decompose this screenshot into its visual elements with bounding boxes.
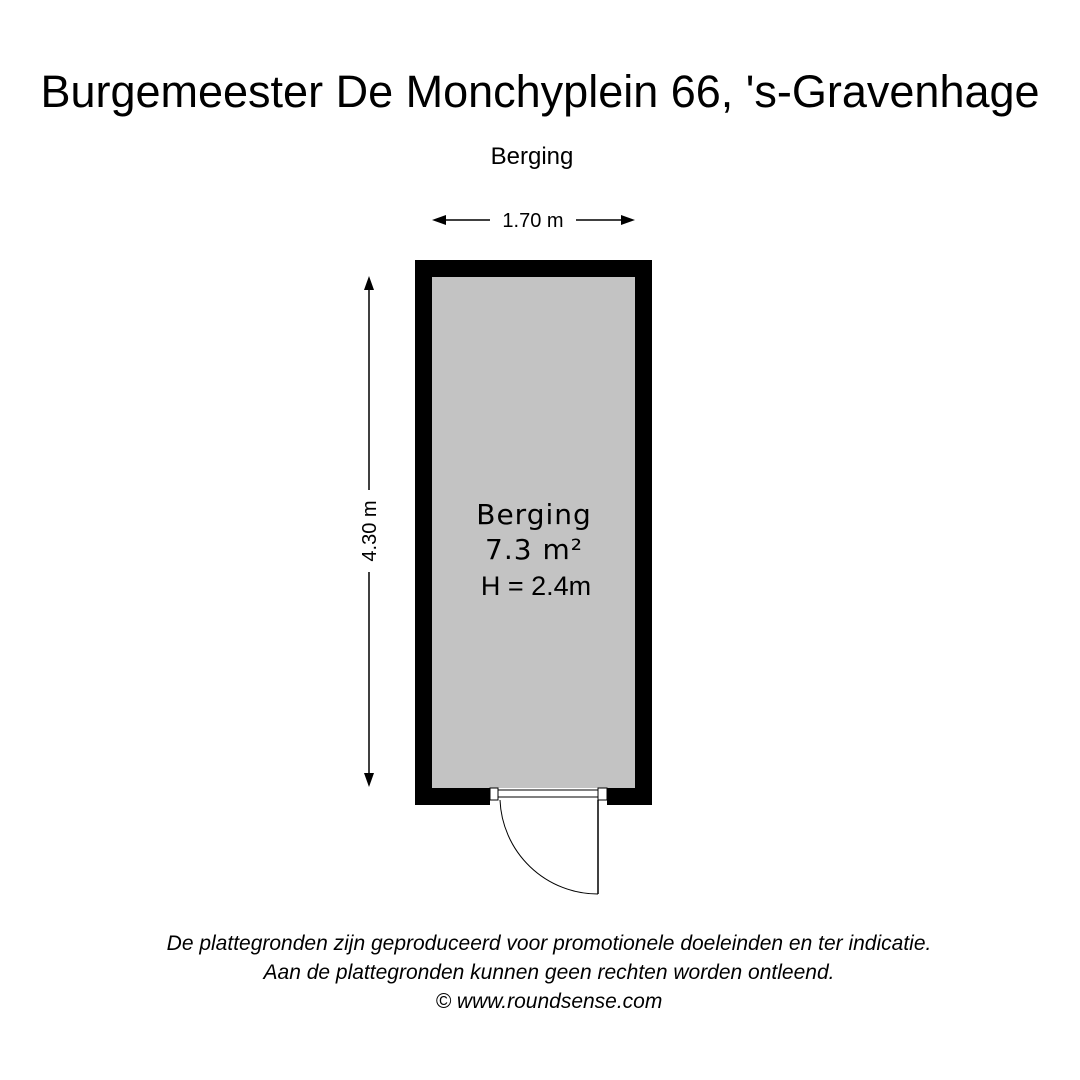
- copyright-notice: © www.roundsense.com: [435, 990, 663, 1013]
- height-arrow-top: [364, 276, 374, 290]
- wall-right: [635, 260, 652, 805]
- disclaimer-line-1: De plattegronden zijn geproduceerd voor promotionele doeleinden en ter indicatie.: [166, 932, 932, 955]
- door-jamb-right: [598, 788, 607, 800]
- wall-left: [415, 260, 432, 805]
- wall-bottom-right: [607, 788, 652, 805]
- width-arrow-left: [432, 215, 446, 225]
- floor-name: Berging: [490, 143, 574, 170]
- disclaimer-line-2: Aan de plattegronden kunnen geen rechten worden ontleend.: [263, 961, 835, 984]
- room-height-label: H = 2.4m: [480, 571, 592, 601]
- door: [500, 800, 598, 894]
- width-dimension-label: 1.70 m: [502, 210, 564, 232]
- height-dimension: [359, 276, 381, 787]
- door-swing-arc: [500, 800, 598, 894]
- height-dimension-label: 4.30 m: [359, 500, 381, 562]
- door-jamb-left: [490, 788, 498, 800]
- room-area-label: 7.3 m²: [485, 533, 583, 566]
- page-title: Burgemeester De Monchyplein 66, 's-Gravenhage: [40, 66, 1040, 117]
- width-arrow-right: [621, 215, 635, 225]
- wall-bottom-left: [415, 788, 490, 805]
- disclaimer: [0, 929, 1080, 1016]
- width-dimension: [432, 210, 635, 232]
- height-arrow-bottom: [364, 773, 374, 787]
- room-name-label: Berging: [476, 498, 592, 531]
- wall-top: [415, 260, 652, 277]
